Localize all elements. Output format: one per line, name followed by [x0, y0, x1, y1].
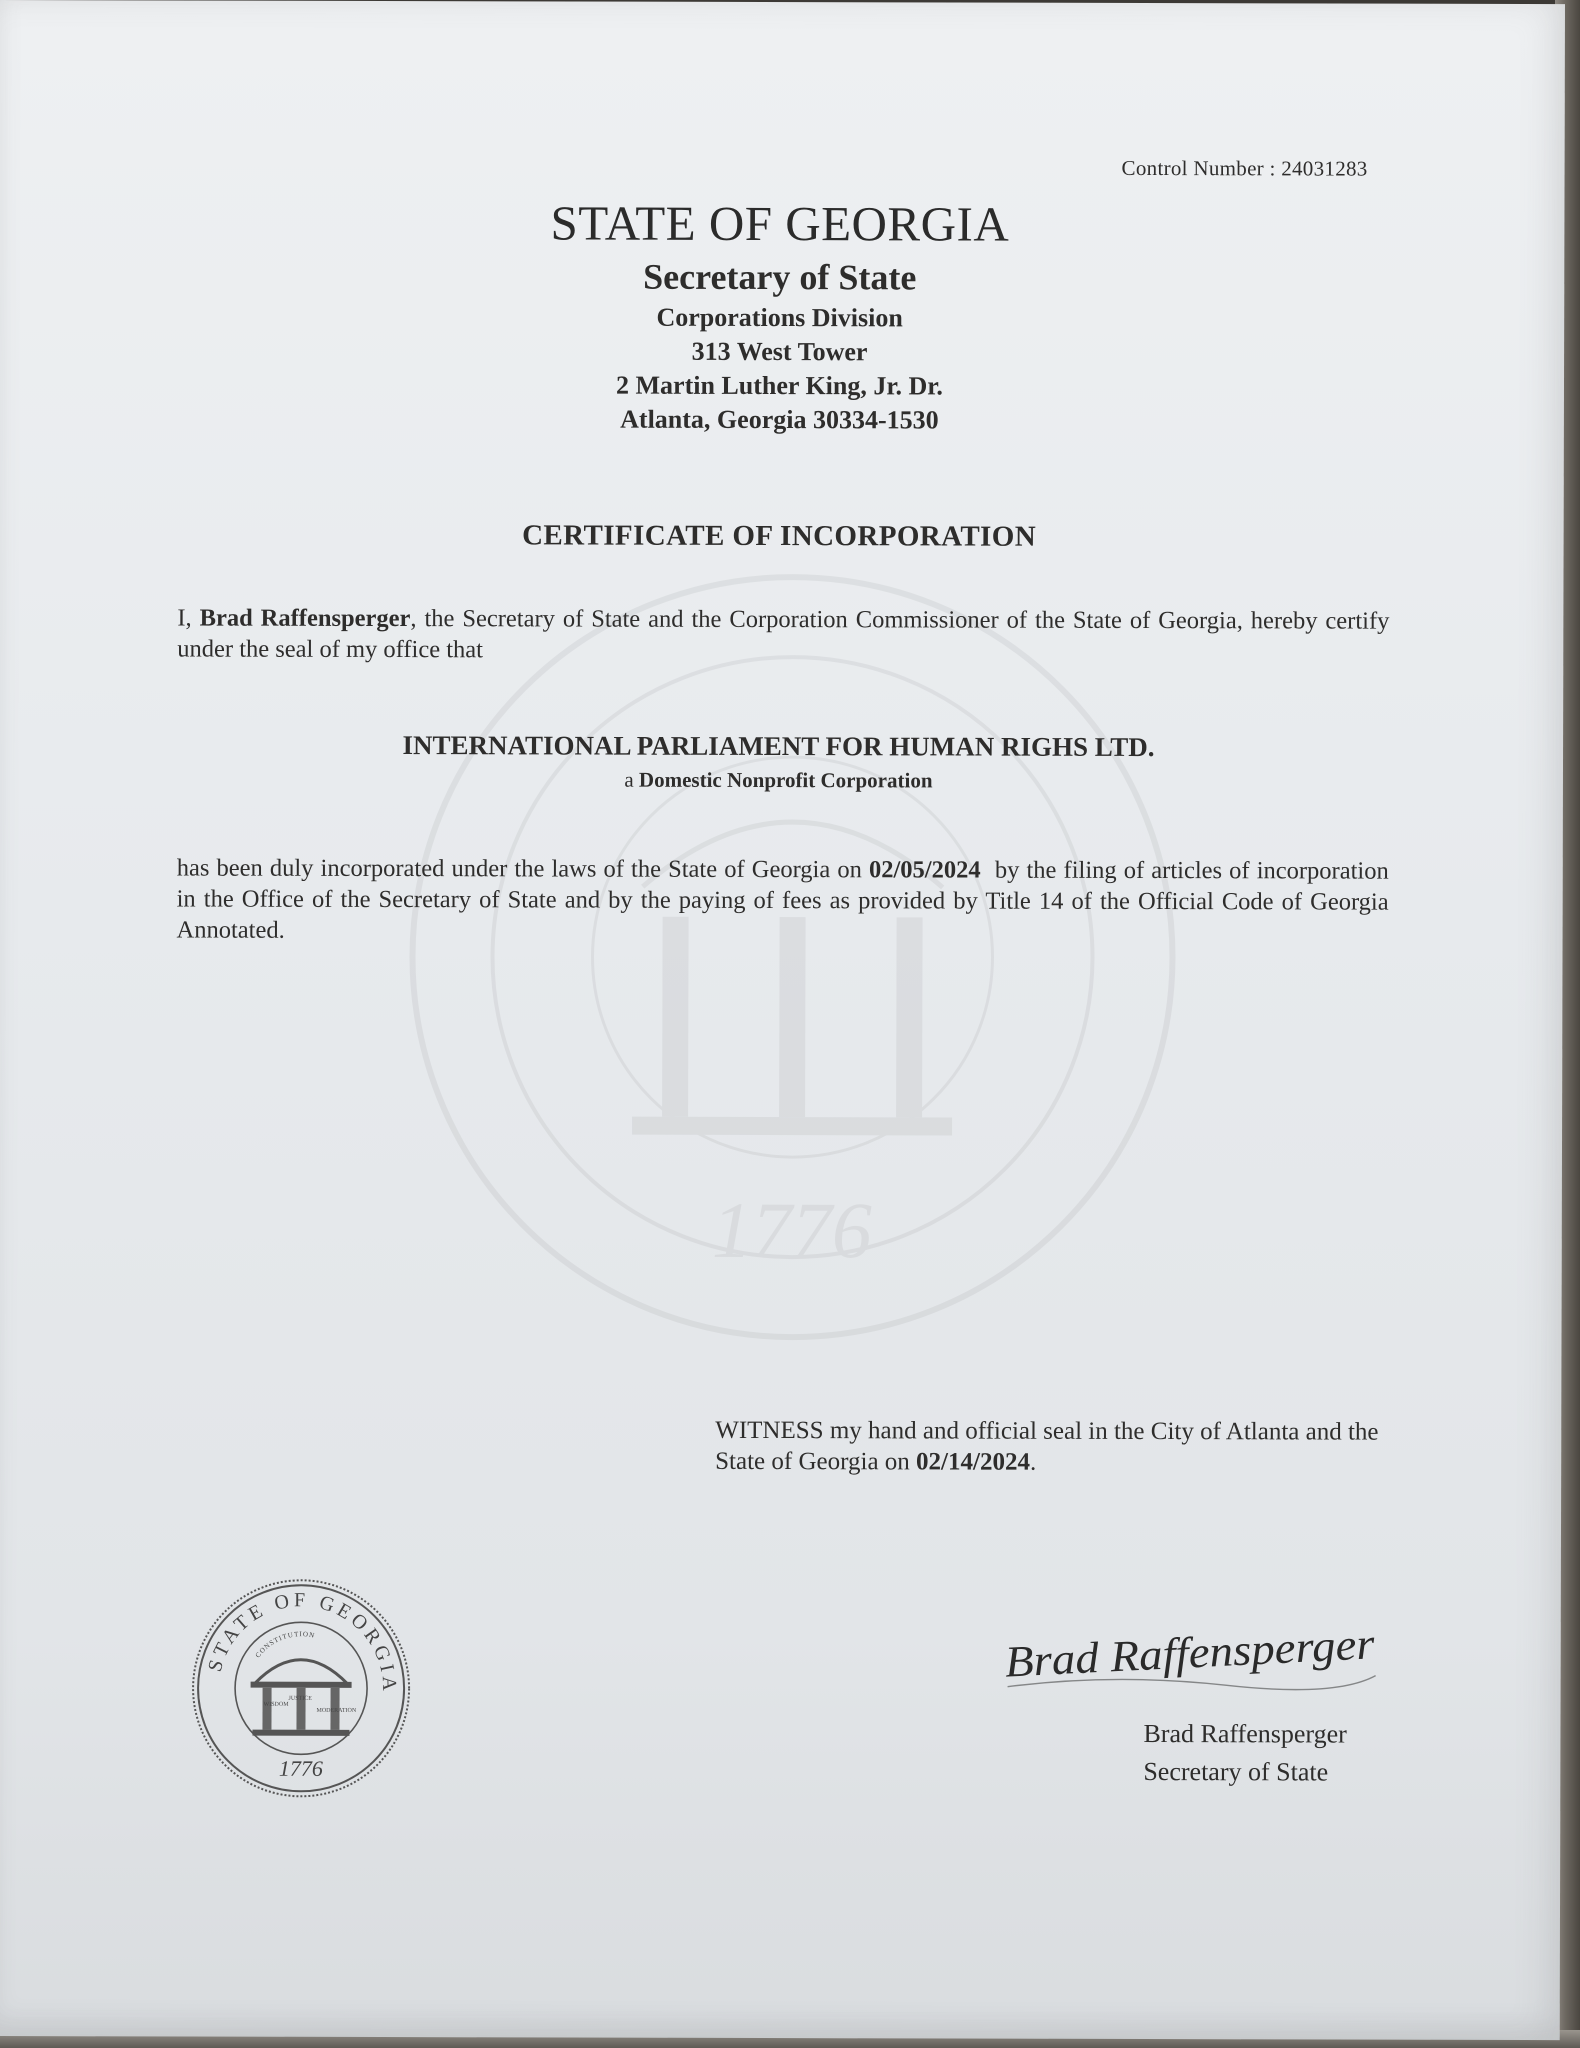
seal-word-justice: JUSTICE	[288, 1695, 312, 1702]
entity-type-prefix: a	[624, 767, 639, 792]
entity-type-line	[0, 766, 1561, 795]
entity-name: INTERNATIONAL PARLIAMENT FOR HUMAN RIGHS LTD.	[402, 730, 1155, 763]
incorporation-text-after: by the filing of articles of incorporation in the Office of the Secretary of State and by the paying of fees as provided by Title 14 of the Official Code of Georgia Annotated.	[176, 856, 1395, 944]
incorporation-date: 02/05/2024	[868, 856, 981, 884]
address-line-1: 313 West Tower	[691, 336, 868, 367]
witness-text-before: WITNESS my hand and official seal in the City of Atlanta and the State of Georgia on	[715, 1416, 1379, 1476]
intro-prefix: I,	[177, 604, 200, 632]
seal-arch-text: CONSTITUTION	[253, 1630, 316, 1660]
signer-name: Brad Raffensperger	[1143, 1718, 1347, 1749]
signature	[996, 1615, 1386, 1706]
intro-paragraph	[177, 602, 1389, 667]
certificate-title: CERTIFICATE OF INCORPORATION	[522, 519, 1037, 553]
state-title: STATE OF GEORGIA	[550, 195, 1010, 252]
signature-script: Brad Raffensperger	[1003, 1620, 1353, 1687]
incorporation-text-before: has been duly incorporated under the laws of the State of Georgia on	[176, 854, 870, 884]
state-seal	[188, 1575, 414, 1801]
witness-date: 02/14/2024	[916, 1448, 1031, 1476]
witness-text-after: .	[1029, 1448, 1037, 1476]
seal-ring-text: STATE OF GEORGIA	[203, 1589, 401, 1695]
entity-type: Domestic Nonprofit Corporation	[638, 767, 933, 793]
division-name: Corporations Division	[656, 302, 903, 333]
watermark-seal	[391, 556, 1193, 1358]
incorporation-paragraph	[176, 852, 1395, 948]
witness-statement	[715, 1415, 1385, 1479]
watermark-year: 1776	[711, 1186, 872, 1276]
seal-word-wisdom: WISDOM	[263, 1701, 289, 1708]
office-title: Secretary of State	[643, 256, 917, 298]
control-number: Control Number : 24031283	[1121, 155, 1368, 181]
seal-word-moderation: MODERATION	[316, 1707, 357, 1714]
address-line-3: Atlanta, Georgia 30334-1530	[620, 404, 939, 435]
signer-title: Secretary of State	[1143, 1756, 1329, 1787]
official-name: Brad Raffensperger	[199, 604, 411, 633]
intro-text: , the Secretary of State and the Corporation Commissioner of the State of Georgia, hereby certify under the seal of my office that	[177, 605, 1390, 664]
address-line-2: 2 Martin Luther King, Jr. Dr.	[615, 370, 943, 401]
seal-year: 1776	[278, 1755, 323, 1781]
